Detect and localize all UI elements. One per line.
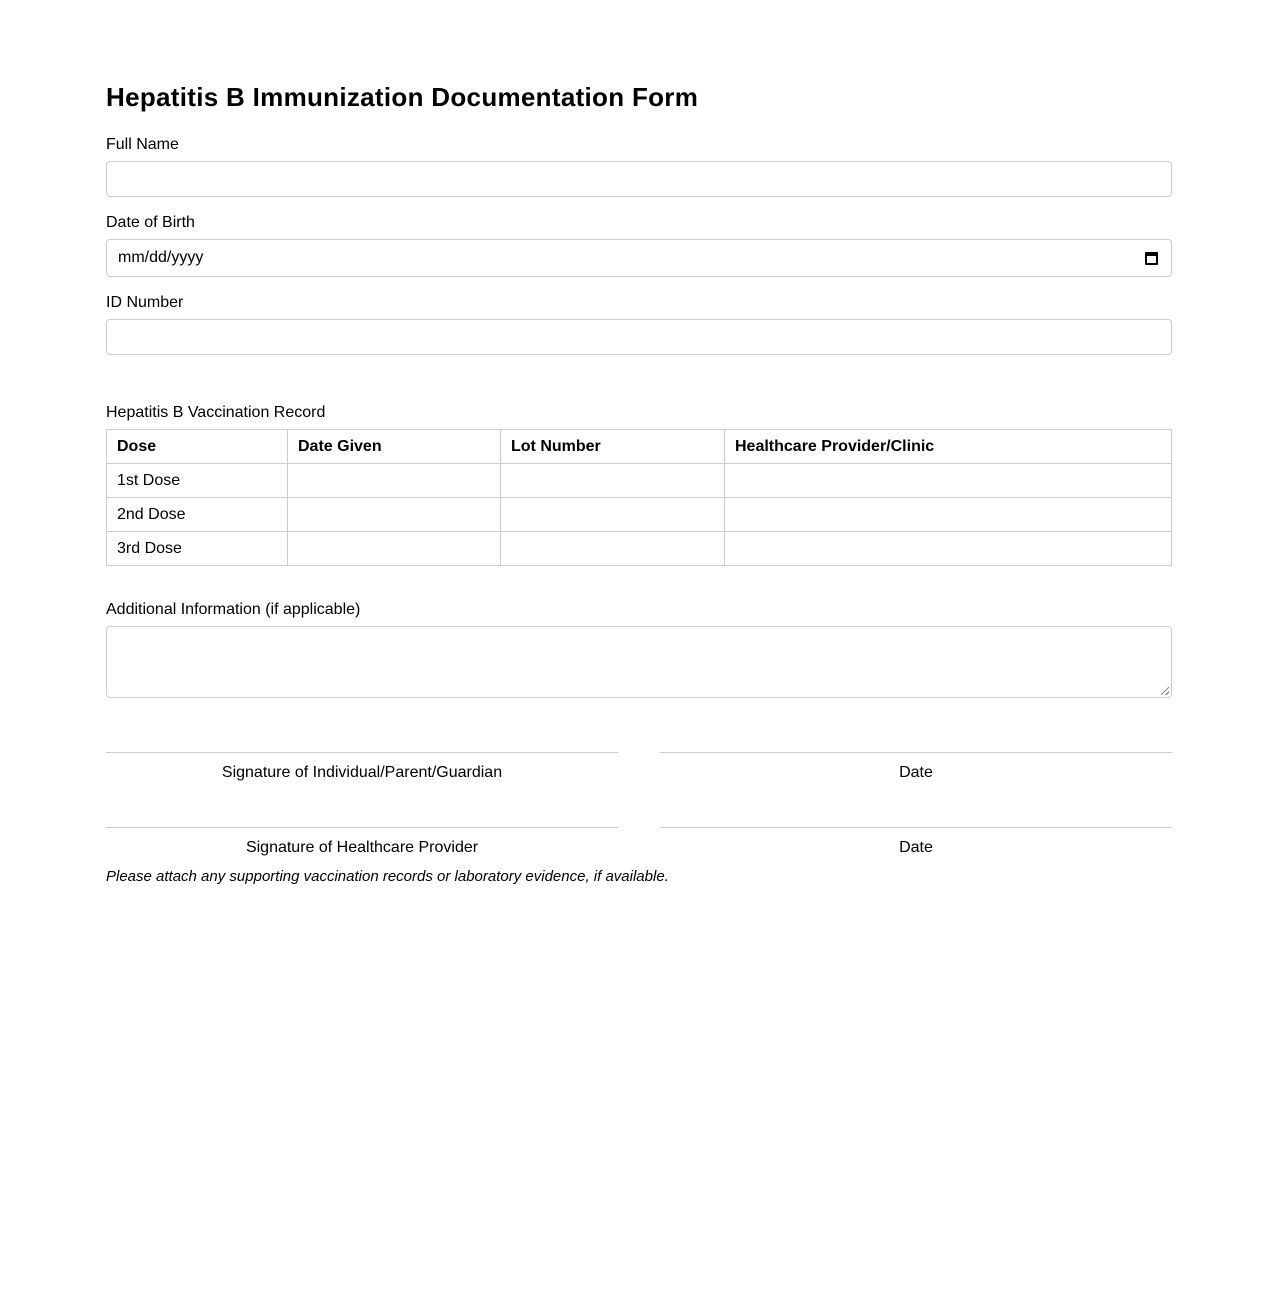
- table-row: [107, 498, 1172, 532]
- id-number-input[interactable]: [106, 319, 1172, 355]
- full-name-label: Full Name: [106, 136, 179, 153]
- column-header-lot-number: Lot Number: [501, 430, 725, 464]
- provider-date-label: Date: [899, 839, 933, 856]
- additional-info-textarea[interactable]: [106, 626, 1172, 698]
- provider-signature-line[interactable]: [106, 827, 618, 828]
- lot-number-cell[interactable]: [501, 532, 725, 566]
- column-header-dose: Dose: [107, 430, 288, 464]
- provider-signature-label: Signature of Healthcare Provider: [245, 839, 479, 856]
- vaccination-table: [106, 429, 1172, 566]
- id-number-label: ID Number: [106, 294, 184, 311]
- page-title: Hepatitis B Immunization Documentation Form: [106, 82, 699, 112]
- attachment-note: Please attach any supporting vaccination records or laboratory evidence, if available.: [106, 868, 669, 885]
- individual-date-label: Date: [899, 764, 933, 781]
- full-name-input[interactable]: [106, 161, 1172, 197]
- column-header-provider: Healthcare Provider/Clinic: [725, 430, 1172, 464]
- dose-cell: 2nd Dose: [107, 498, 288, 532]
- table-header-row: [107, 430, 1172, 464]
- provider-cell[interactable]: [725, 464, 1172, 498]
- date-given-cell[interactable]: [288, 532, 501, 566]
- provider-cell[interactable]: [725, 498, 1172, 532]
- date-given-cell[interactable]: [288, 464, 501, 498]
- additional-info-label: Additional Information (if applicable): [106, 601, 361, 618]
- dob-placeholder: mm/dd/yyyy: [118, 249, 204, 266]
- provider-cell[interactable]: [725, 532, 1172, 566]
- lot-number-cell[interactable]: [501, 464, 725, 498]
- resize-handle-icon[interactable]: [1161, 687, 1169, 695]
- vaccination-record-label: Hepatitis B Vaccination Record: [106, 404, 326, 421]
- column-header-date-given: Date Given: [288, 430, 501, 464]
- lot-number-cell[interactable]: [501, 498, 725, 532]
- dose-cell: 1st Dose: [107, 464, 288, 498]
- provider-date-line[interactable]: [660, 827, 1172, 828]
- dob-label: Date of Birth: [106, 214, 195, 231]
- individual-signature-line[interactable]: [106, 752, 618, 753]
- calendar-icon[interactable]: [1145, 252, 1158, 265]
- table-row: [107, 532, 1172, 566]
- dob-input[interactable]: [106, 239, 1172, 277]
- individual-signature-label: Signature of Individual/Parent/Guardian: [221, 764, 503, 781]
- table-row: [107, 464, 1172, 498]
- individual-date-line[interactable]: [660, 752, 1172, 753]
- dose-cell: 3rd Dose: [107, 532, 288, 566]
- date-given-cell[interactable]: [288, 498, 501, 532]
